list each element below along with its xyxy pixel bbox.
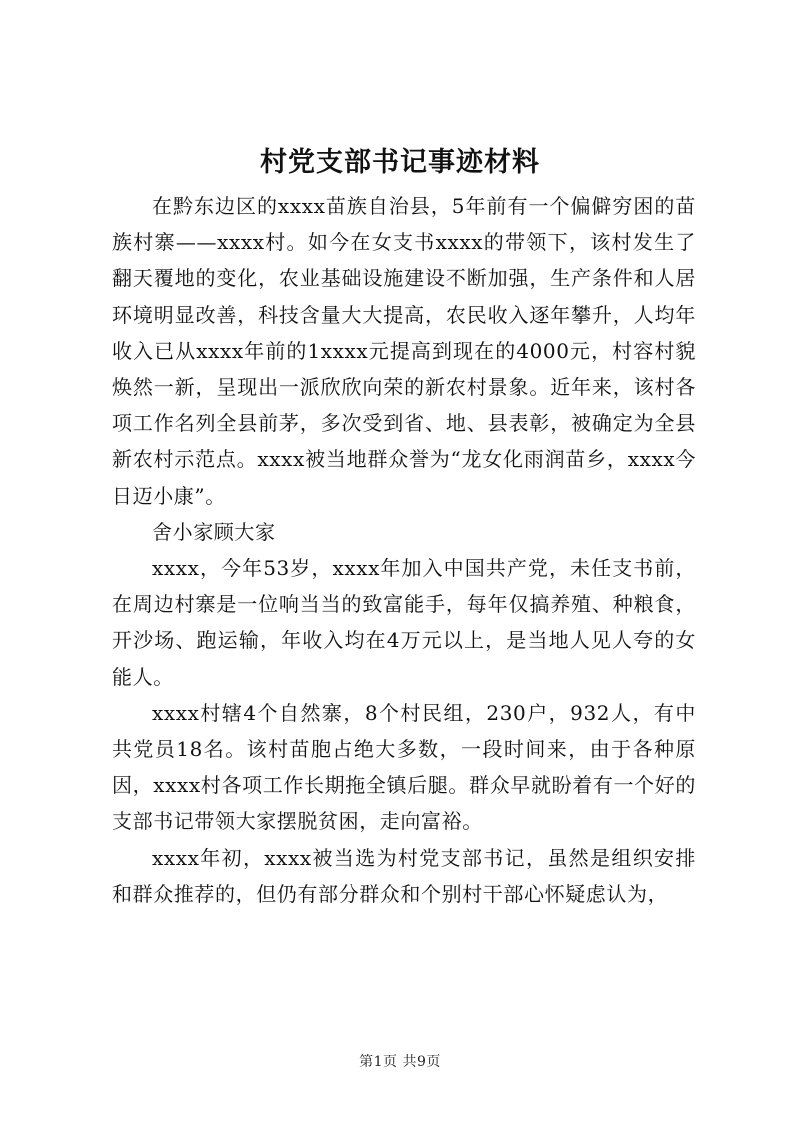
document-title: 村党支部书记事迹材料 [260,147,540,178]
paragraph-intro: 在黔东边区的xxxx苗族自治县，5年前有一个偏僻穷困的苗族村寨——xxxx村。如今在女支书xxxx的带领下，该村发生了翻天覆地的变化，农业基础设施建设不断加强，生产条件和人居环境明显改善，科技含量大大提高，农民收入逐年攀升，人均年收入已从xxxx年前的1xxxx元提高到现在的4000元，村容村貌焕然一新，呈现出一派欣欣向荣的新农村景象。近年来，该村各项工作名列全县前茅，多次受到省、地、县表彰，被确定为全县新农村示范点。xxxx被当地群众誉为“龙女化雨润苗乡，xxxx今日迈小康”。 [112,194,696,508]
paragraph-election: xxxx年初，xxxx被当选为村党支部书记，虽然是组织安排和群众推荐的，但仍有部分群众和个别村干部心怀疑虑认为， [112,845,696,906]
document-body [112,188,696,912]
paragraph-background: xxxx，今年53岁，xxxx年加入中国共产党，未任支书前，在周边村寨是一位响当当的致富能手，每年仅搞养殖、种粮食，开沙场、跑运输，年收入均在4万元以上，是当地人见人夸的女能人。 [112,556,696,689]
section-heading: 舍小家顾大家 [152,519,276,544]
paragraph-village: xxxx村辖4个自然寨，8个村民组，230户，932人，有中共党员18名。该村苗胞占绝大多数，一段时间来，由于各种原因，xxxx村各项工作长期拖全镇后腿。群众早就盼着有一个好的支部书记带领大家摆脱贫困，走向富裕。 [112,700,696,834]
page-footer: 第1页 共9页 [359,1054,441,1070]
